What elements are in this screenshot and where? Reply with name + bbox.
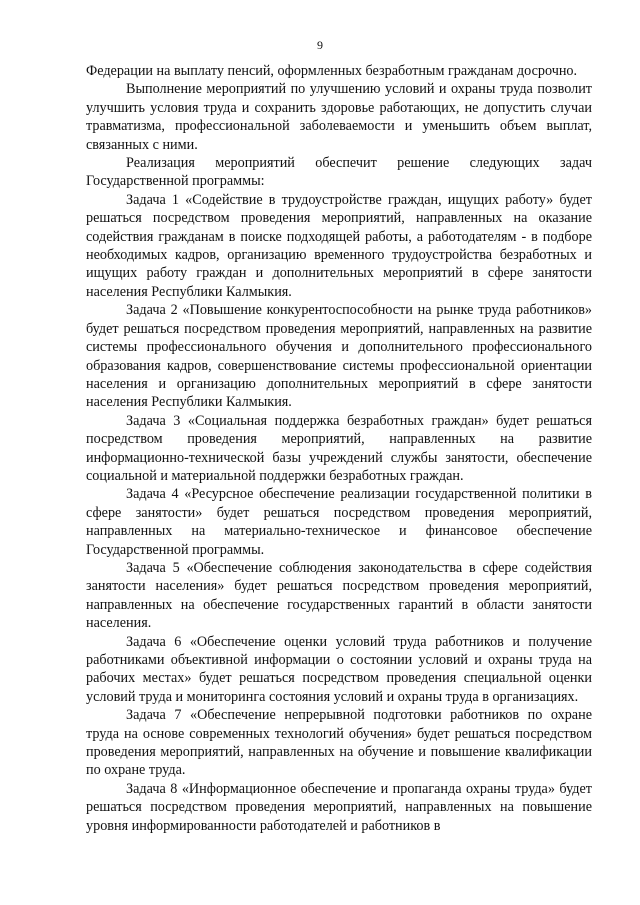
paragraph-task-1: Задача 1 «Содействие в трудоустройстве граждан, ищущих работу» будет решаться посредством проведения мероприятий, направленных на оказание содействия гражданам в поиске подходящей работы, а работодателям - в подборе необходимых кадров, организацию временного трудоустройства безработных и ищущих работу граждан и дополнительных мероприятий в сфере занятости населения Республики Калмыкия.: [86, 191, 592, 300]
paragraph-task-3: Задача 3 «Социальная поддержка безработных граждан» будет решаться посредством проведения мероприятий, направленных на развитие информационно-технической базы учреждений службы занятости, обеспечение социальной и материальной поддержки безработных граждан.: [86, 412, 592, 484]
paragraph-task-5: Задача 5 «Обеспечение соблюдения законодательства в сфере содействия занятости населения» будет решаться посредством проведения мероприятий, направленных на обеспечение государственных гарантий в области занятости населения.: [86, 559, 592, 632]
paragraph-task-8: Задача 8 «Информационное обеспечение и пропаганда охраны труда» будет решаться посредством проведения мероприятий, направленных на повышение уровня информированности работодателей и работников в: [86, 780, 592, 834]
paragraph-task-7: Задача 7 «Обеспечение непрерывной подготовки работников по охране труда на основе современных технологий обучения» будет решаться посредством проведения мероприятий, направленных на обучение и повышение квалификации по охране труда.: [86, 707, 592, 779]
paragraph-labor-safety: Выполнение мероприятий по улучшению условий и охраны труда позволит улучшить условия труда и сохранить здоровье работающих, не допустить случаи травматизма, профессиональной заболеваемости и уменьшить объем выплат, связанных с ними.: [86, 81, 592, 153]
page-number: 9: [317, 38, 323, 52]
document-body: [86, 62, 592, 835]
paragraph-task-6: Задача 6 «Обеспечение оценки условий труда работников и получение работниками объективной информации о состоянии условий и охраны труда на рабочих местах» будет решаться посредством проведения специальной оценки условий труда и мониторинга состояния условий и охраны труда в организациях.: [86, 633, 592, 705]
paragraph-task-4: Задача 4 «Ресурсное обеспечение реализации государственной политики в сфере занятости» будет решаться посредством проведения мероприятий, направленных на материально-техническое и финансовое обеспечение Государственной программы.: [86, 486, 592, 558]
paragraph-task-2: Задача 2 «Повышение конкурентоспособности на рынке труда работников» будет решаться посредством проведения мероприятий, направленных на развитие системы профессионального обучения и дополнительного профессионального образования кадров, совершенствование системы профессиональной ориентации населения и организацию дополнительных мероприятий в сфере занятости населения Республики Калмыкия.: [86, 302, 592, 411]
paragraph-intro-continuation: Федерации на выплату пенсий, оформленных безработным гражданам досрочно.: [86, 63, 578, 79]
paragraph-tasks-intro: Реализация мероприятий обеспечит решение следующих задач Государственной программы:: [86, 155, 592, 190]
